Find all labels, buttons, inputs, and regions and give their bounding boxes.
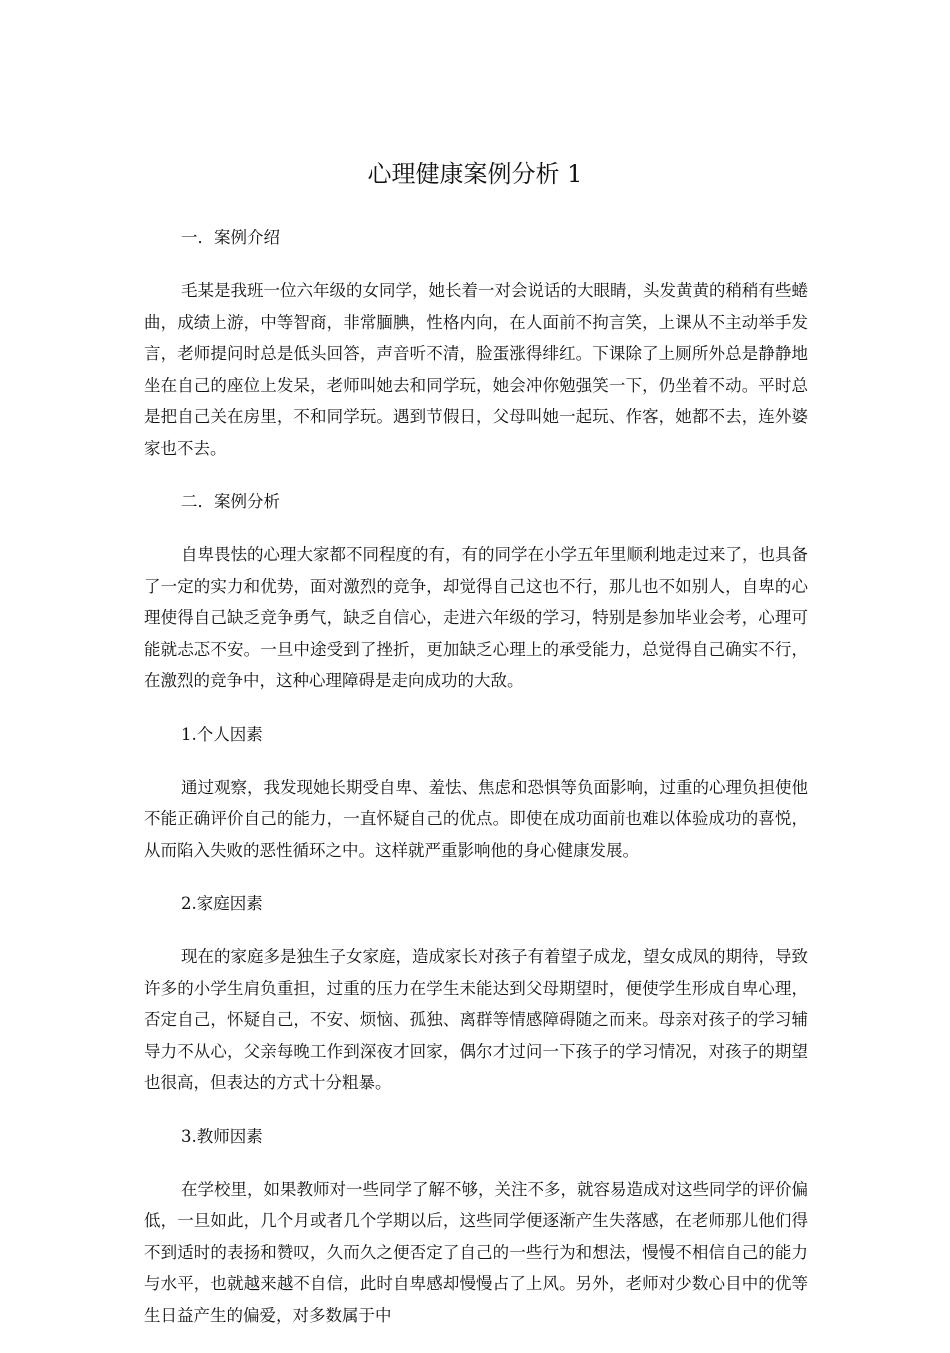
paragraph-teacher-factors: 在学校里，如果教师对一些同学了解不够，关注不多，就容易造成对这些同学的评价偏低，一旦如此，几个月或者几个学期以后，这些同学便逐渐产生失落感，在老师那儿他们得不到适时的表扬和赞叹，久而久之便否定了自己的一些行为和想法，慢慢不相信自己的能力与水平，也就越来越不自信，此时自卑感却慢慢占了上风。另外，老师对少数心目中的优等生日益产生的偏爱，对多数属于中 — [144, 1179, 808, 1325]
paragraph-case-intro: 毛某是我班一位六年级的女同学，她长着一对会说话的大眼睛，头发黄黄的稍稍有些蜷曲，成绩上游，中等智商，非常腼腆，性格内向，在人面前不拘言笑，上课从不主动举手发言，老师提问时总是低头回答，声音听不清，脸蛋涨得绯红。下课除了上厕所外总是静静地坐在自己的座位上发呆，老师叫她去和同学玩，她会冲你勉强笑一下，仍坐着不动。平时总是把自己关在房里，不和同学玩。遇到节假日，父母叫她一起玩、作客，她都不去，连外婆家也不去。 — [144, 281, 808, 458]
section-heading-personal-factors: 1.个人因素 — [181, 724, 263, 744]
section-heading-case-intro: 一．案例介绍 — [181, 228, 280, 247]
section-heading-family-factors: 2.家庭因素 — [181, 894, 263, 913]
page-title: 心理健康案例分析 1 — [367, 160, 583, 188]
paragraph-family-factors: 现在的家庭多是独生子女家庭，造成家长对孩子有着望子成龙，望女成凤的期待，导致许多的小学生肩负重担，过重的压力在学生未能达到父母期望时，便使学生形成自卑心理，否定自己，怀疑自己，不安、烦恼、孤独、离群等情感障碍随之而来。母亲对孩子的学习辅导力不从心，父亲每晚工作到深夜才回家，偶尔才过问一下孩子的学习情况，对孩子的期望也很高，但表达的方式十分粗暴。 — [144, 947, 808, 1092]
section-heading-case-analysis: 二．案例分析 — [181, 492, 280, 511]
document-body — [144, 222, 808, 1353]
paragraph-personal-factors: 通过观察，我发现她长期受自卑、羞怯、焦虑和恐惧等负面影响，过重的心理负担使他不能正确评价自己的能力，一直怀疑自己的优点。即使在成功面前也难以体验成功的喜悦，从而陷入失败的恶性循环之中。这样就严重影响他的身心健康发展。 — [144, 777, 808, 860]
section-heading-teacher-factors: 3.教师因素 — [181, 1126, 263, 1146]
paragraph-case-analysis: 自卑畏怯的心理大家都不同程度的有，有的同学在小学五年里顺利地走过来了，也具备了一定的实力和优势，面对激烈的竞争，却觉得自己这也不行，那儿也不如别人，自卑的心理使得自己缺乏竞争勇气，缺乏自信心，走进六年级的学习，特别是参加毕业会考，心理可能就忐忑不安。一旦中途受到了挫折，更加缺乏心理上的承受能力，总觉得自己确实不行，在激烈的竞争中，这种心理障碍是走向成功的大敌。 — [144, 545, 808, 690]
